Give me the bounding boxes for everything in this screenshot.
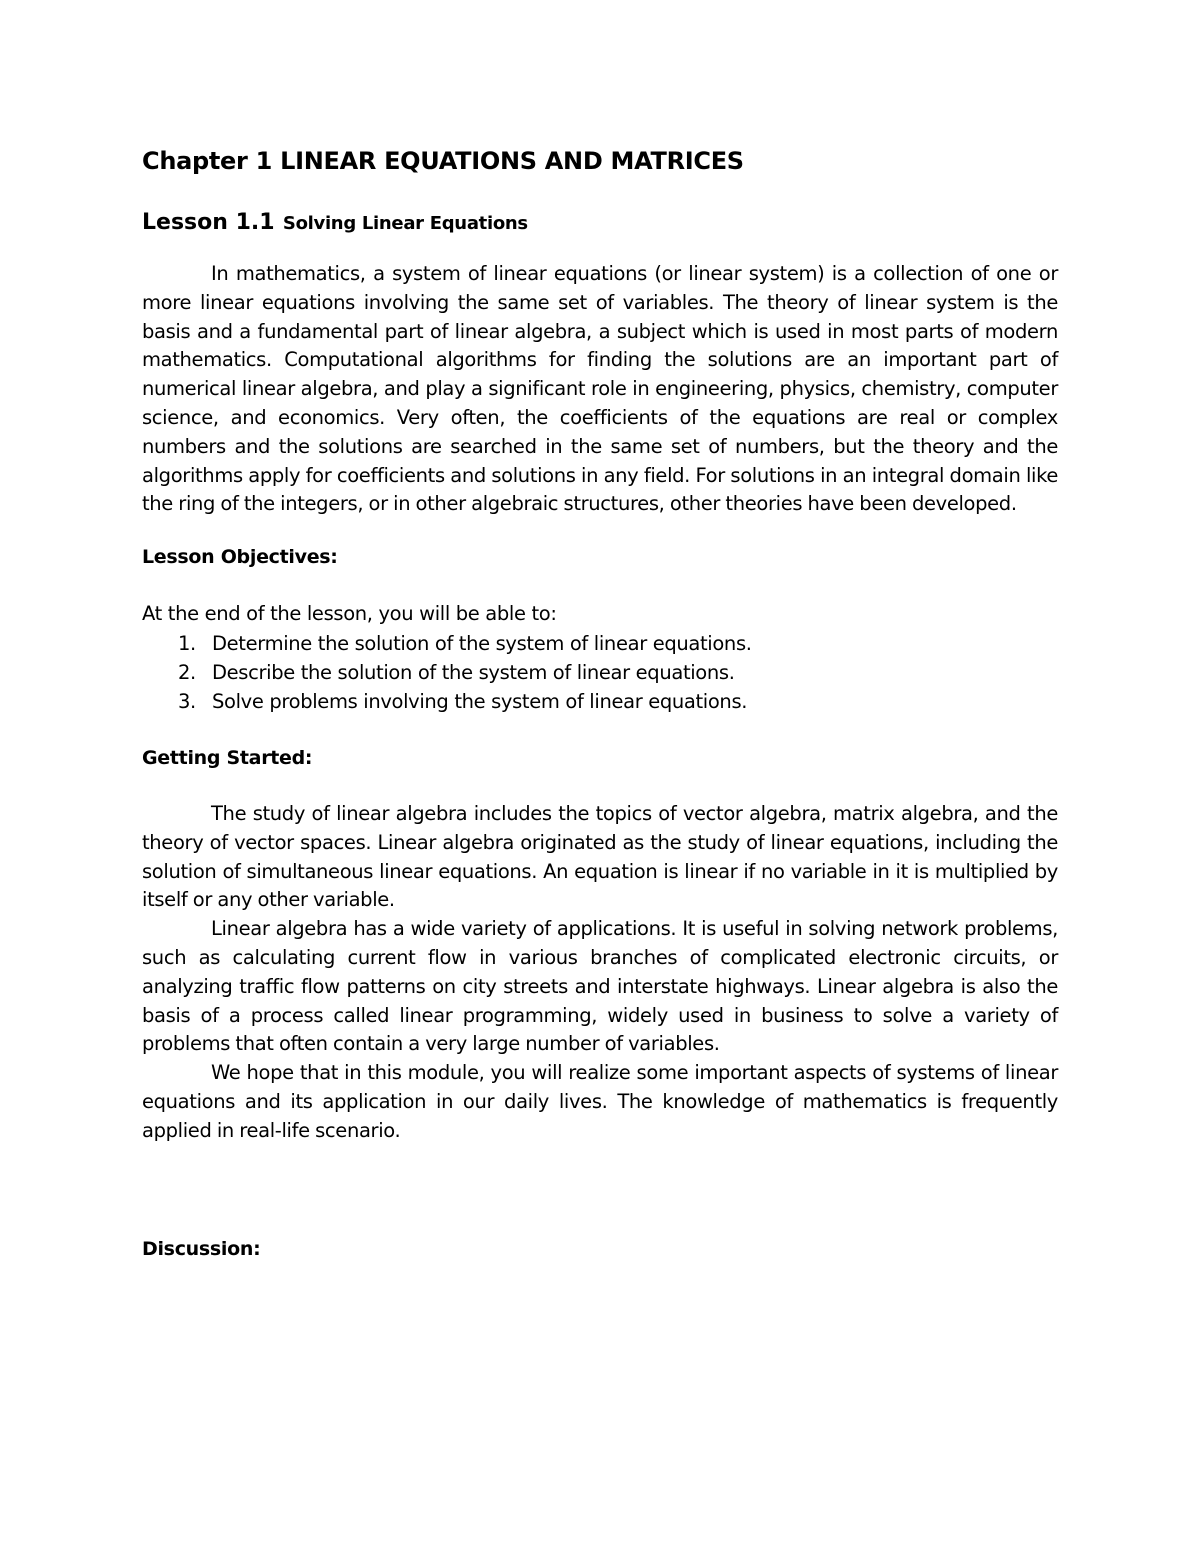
discussion-heading: Discussion: <box>142 1237 261 1260</box>
getting-started-paragraph: We hope that in this module, you will realize some important aspects of systems of linear equations and its application in our daily lives. The knowledge of mathematics is frequently applied in real-life scenario. <box>142 1061 1058 1142</box>
intro-paragraph: In mathematics, a system of linear equations (or linear system) is a collection of one or more linear equations involving the same set of variables. The theory of linear system is the basis and a fundamental part of linear algebra, a subject which is used in most parts of modern mathematics. Computational algorithms for finding the solutions are an important part of numerical linear algebra, and play a significant role in engineering, physics, chemistry, computer science, and economics. Very often, the coefficients of the equations are real or complex numbers and the solutions are searched in the same set of numbers, but the theory and the algorithms apply for coefficients and solutions in any field. For solutions in an integral domain like the ring of the integers, or in other algebraic structures, other theories have been developed. <box>142 262 1058 516</box>
lesson-number: Lesson 1.1 <box>142 210 275 235</box>
lesson-title <box>142 204 1058 238</box>
list-item-text: Solve problems involving the system of linear equations. <box>212 689 748 713</box>
getting-started-heading: Getting Started: <box>142 746 313 769</box>
chapter-label: Chapter 1 <box>142 147 273 175</box>
lesson-name: Solving Linear Equations <box>282 213 528 234</box>
document-page <box>142 140 1058 1263</box>
objectives-list <box>142 629 1058 716</box>
chapter-title <box>142 140 1058 182</box>
getting-started-paragraph: The study of linear algebra includes the topics of vector algebra, matrix algebra, and the theory of vector spaces. Linear algebra originated as the study of linear equations, including the solution of simultaneous linear equations. An equation is linear if no variable in it is multiplied by itself or any other variable. <box>142 801 1058 912</box>
list-item-text: Determine the solution of the system of linear equations. <box>212 631 752 655</box>
list-item <box>178 629 1058 658</box>
getting-started-paragraph: Linear algebra has a wide variety of applications. It is useful in solving network problems, such as calculating current flow in various branches of complicated electronic circuits, or analyzing traffic flow patterns on city streets and interstate highways. Linear algebra is also the basis of a process called linear programming, widely used in business to solve a variety of problems that often contain a very large number of variables. <box>142 917 1058 1056</box>
list-item <box>178 658 1058 687</box>
list-item <box>178 687 1058 716</box>
list-item-text: Describe the solution of the system of linear equations. <box>212 660 735 684</box>
list-item-number: 1. <box>178 631 196 655</box>
objectives-heading: Lesson Objectives: <box>142 546 338 569</box>
chapter-name: LINEAR EQUATIONS AND MATRICES <box>280 147 744 175</box>
objectives-lead: At the end of the lesson, you will be able to: <box>142 602 557 626</box>
list-item-number: 3. <box>178 689 196 713</box>
list-item-number: 2. <box>178 660 196 684</box>
